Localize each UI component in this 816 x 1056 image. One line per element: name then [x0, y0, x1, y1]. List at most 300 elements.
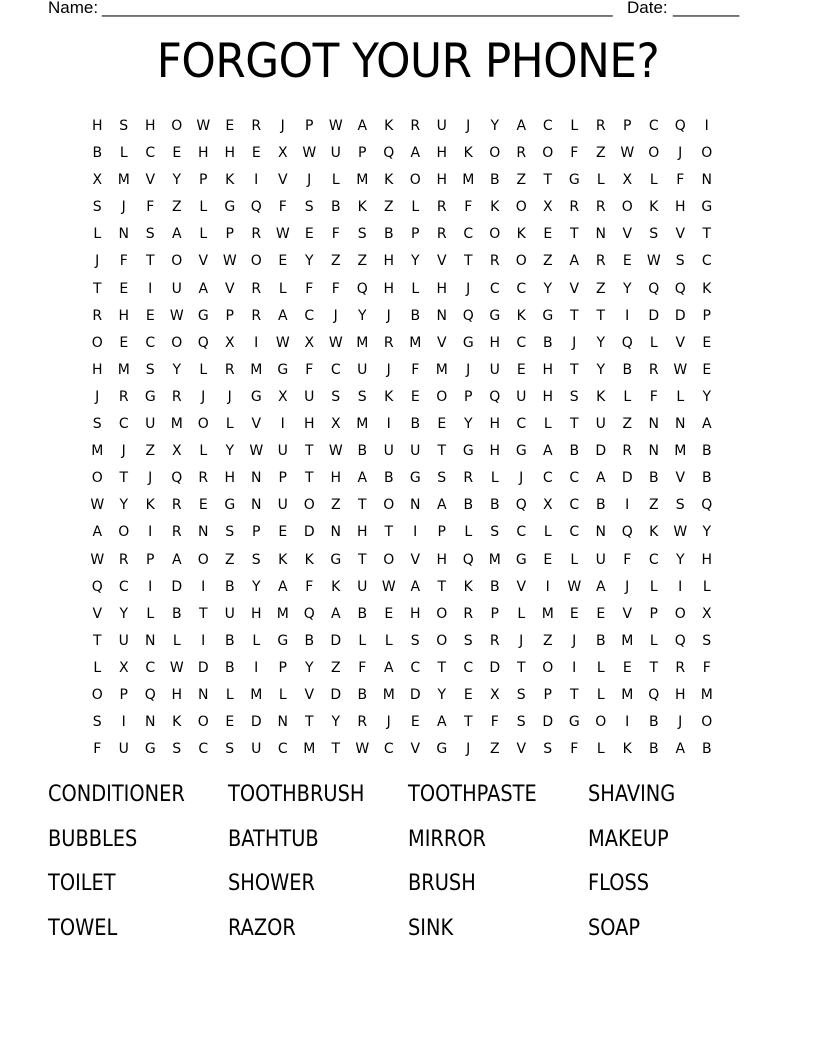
grid-cell[interactable]: U: [145, 416, 156, 433]
grid-cell[interactable]: T: [463, 253, 473, 270]
grid-cell[interactable]: R: [595, 199, 606, 216]
grid-cell[interactable]: A: [595, 470, 606, 487]
grid-cell[interactable]: F: [358, 659, 367, 676]
grid-cell[interactable]: Z: [622, 416, 633, 433]
grid-cell[interactable]: U: [171, 280, 182, 297]
grid-cell[interactable]: L: [490, 470, 499, 487]
grid-cell[interactable]: E: [384, 605, 394, 622]
grid-cell[interactable]: G: [277, 632, 289, 649]
grid-cell[interactable]: S: [437, 470, 447, 487]
grid-cell[interactable]: D: [674, 307, 686, 324]
grid-cell[interactable]: O: [595, 714, 607, 731]
grid-cell[interactable]: Y: [490, 118, 500, 134]
grid-cell[interactable]: F: [411, 361, 420, 378]
grid-cell[interactable]: C: [198, 741, 209, 758]
grid-cell[interactable]: K: [490, 199, 500, 216]
grid-cell[interactable]: A: [410, 145, 421, 162]
grid-cell[interactable]: Y: [331, 714, 341, 731]
grid-cell[interactable]: L: [676, 388, 685, 405]
grid-cell[interactable]: E: [251, 145, 261, 162]
grid-cell[interactable]: B: [383, 226, 394, 243]
grid-cell[interactable]: O: [383, 551, 395, 568]
grid-cell[interactable]: Z: [145, 443, 156, 460]
grid-cell[interactable]: N: [118, 226, 129, 243]
grid-cell[interactable]: P: [278, 470, 287, 487]
grid-cell[interactable]: V: [410, 551, 421, 568]
grid-cell[interactable]: T: [92, 632, 102, 649]
grid-cell[interactable]: W: [381, 578, 396, 595]
grid-cell[interactable]: T: [145, 253, 155, 270]
grid-cell[interactable]: Z: [171, 199, 182, 216]
grid-cell[interactable]: C: [648, 551, 659, 568]
grid-cell[interactable]: J: [386, 361, 391, 378]
grid-cell[interactable]: G: [515, 551, 527, 568]
grid-cell[interactable]: W: [90, 497, 105, 514]
grid-cell[interactable]: D: [171, 578, 183, 595]
grid-cell[interactable]: X: [489, 686, 500, 703]
grid-cell[interactable]: Y: [304, 253, 314, 270]
grid-cell[interactable]: F: [119, 253, 128, 270]
grid-cell[interactable]: G: [409, 470, 421, 487]
grid-cell[interactable]: O: [436, 388, 448, 405]
grid-cell[interactable]: B: [330, 199, 341, 216]
grid-cell[interactable]: O: [489, 145, 501, 162]
grid-cell[interactable]: J: [307, 172, 312, 189]
grid-cell[interactable]: M: [250, 361, 263, 378]
grid-cell[interactable]: J: [466, 118, 471, 134]
grid-cell[interactable]: V: [675, 470, 686, 487]
grid-cell[interactable]: P: [543, 686, 552, 703]
grid-cell[interactable]: J: [333, 307, 338, 324]
grid-cell[interactable]: G: [144, 388, 156, 405]
grid-cell[interactable]: O: [171, 334, 183, 351]
grid-cell[interactable]: A: [330, 605, 341, 622]
grid-cell[interactable]: M: [488, 551, 501, 568]
grid-cell[interactable]: B: [542, 334, 553, 351]
grid-cell[interactable]: B: [224, 659, 235, 676]
grid-cell[interactable]: C: [463, 659, 474, 676]
grid-cell[interactable]: B: [489, 497, 500, 514]
grid-cell[interactable]: S: [225, 524, 235, 541]
grid-cell[interactable]: O: [436, 632, 448, 649]
grid-cell[interactable]: B: [383, 470, 394, 487]
grid-cell[interactable]: A: [383, 659, 394, 676]
grid-cell[interactable]: B: [92, 145, 103, 162]
grid-cell[interactable]: F: [305, 578, 314, 595]
grid-cell[interactable]: L: [411, 280, 420, 297]
grid-cell[interactable]: S: [92, 416, 102, 433]
grid-cell[interactable]: R: [357, 714, 368, 731]
grid-cell[interactable]: A: [516, 118, 527, 134]
grid-cell[interactable]: X: [701, 605, 712, 622]
grid-cell[interactable]: D: [542, 714, 554, 731]
grid-cell[interactable]: J: [572, 632, 577, 649]
grid-cell[interactable]: F: [623, 551, 632, 568]
grid-cell[interactable]: E: [225, 714, 235, 731]
grid-cell[interactable]: E: [304, 226, 314, 243]
grid-cell[interactable]: W: [646, 253, 661, 270]
grid-cell[interactable]: Z: [357, 253, 368, 270]
grid-cell[interactable]: T: [92, 280, 102, 297]
grid-cell[interactable]: R: [648, 361, 659, 378]
grid-cell[interactable]: I: [413, 524, 418, 541]
grid-cell[interactable]: Y: [463, 416, 473, 433]
grid-cell[interactable]: B: [463, 497, 474, 514]
grid-cell[interactable]: B: [224, 632, 235, 649]
grid-cell[interactable]: I: [678, 578, 683, 595]
grid-cell[interactable]: L: [411, 199, 420, 216]
grid-cell[interactable]: F: [305, 280, 314, 297]
grid-cell[interactable]: A: [198, 280, 209, 297]
grid-cell[interactable]: A: [171, 226, 182, 243]
grid-cell[interactable]: C: [648, 118, 659, 134]
grid-cell[interactable]: Z: [489, 741, 500, 758]
grid-cell[interactable]: H: [91, 361, 103, 378]
grid-cell[interactable]: K: [384, 118, 394, 134]
grid-cell[interactable]: E: [278, 524, 288, 541]
grid-cell[interactable]: A: [436, 497, 447, 514]
grid-cell[interactable]: P: [252, 524, 261, 541]
grid-cell[interactable]: J: [466, 361, 471, 378]
grid-cell[interactable]: I: [625, 307, 630, 324]
grid-cell[interactable]: V: [516, 741, 527, 758]
grid-cell[interactable]: U: [595, 416, 606, 433]
grid-cell[interactable]: F: [490, 714, 499, 731]
grid-cell[interactable]: S: [331, 388, 341, 405]
grid-cell[interactable]: M: [700, 686, 713, 703]
grid-cell[interactable]: S: [145, 226, 155, 243]
grid-cell[interactable]: O: [701, 714, 713, 731]
grid-cell[interactable]: O: [621, 199, 633, 216]
grid-cell[interactable]: G: [568, 172, 580, 189]
grid-cell[interactable]: S: [649, 226, 659, 243]
grid-cell[interactable]: U: [330, 145, 341, 162]
grid-cell[interactable]: L: [199, 443, 208, 460]
grid-cell[interactable]: Z: [542, 632, 553, 649]
grid-cell[interactable]: L: [596, 741, 605, 758]
grid-cell[interactable]: S: [119, 118, 129, 134]
grid-cell[interactable]: W: [275, 334, 290, 351]
grid-cell[interactable]: X: [277, 145, 288, 162]
grid-cell[interactable]: W: [249, 443, 264, 460]
grid-cell[interactable]: Y: [225, 443, 235, 460]
grid-cell[interactable]: Z: [330, 253, 341, 270]
grid-cell[interactable]: E: [119, 334, 129, 351]
grid-cell[interactable]: C: [489, 280, 500, 297]
grid-cell[interactable]: E: [702, 361, 712, 378]
grid-cell[interactable]: R: [675, 659, 686, 676]
grid-cell[interactable]: F: [570, 145, 579, 162]
grid-cell[interactable]: T: [463, 714, 473, 731]
grid-cell[interactable]: S: [357, 388, 367, 405]
grid-cell[interactable]: N: [251, 470, 262, 487]
grid-cell[interactable]: H: [489, 443, 501, 460]
grid-cell[interactable]: K: [278, 551, 288, 568]
grid-cell[interactable]: T: [119, 470, 129, 487]
grid-cell[interactable]: B: [410, 307, 421, 324]
grid-cell[interactable]: S: [92, 714, 102, 731]
grid-cell[interactable]: T: [331, 741, 341, 758]
grid-cell[interactable]: Q: [250, 199, 262, 216]
grid-cell[interactable]: T: [569, 686, 579, 703]
grid-cell[interactable]: B: [701, 443, 712, 460]
grid-cell[interactable]: V: [436, 334, 447, 351]
grid-cell[interactable]: Q: [648, 280, 660, 297]
grid-cell[interactable]: H: [436, 172, 448, 189]
grid-cell[interactable]: C: [145, 659, 156, 676]
grid-cell[interactable]: J: [519, 470, 524, 487]
grid-cell[interactable]: L: [199, 361, 208, 378]
grid-cell[interactable]: B: [701, 470, 712, 487]
grid-cell[interactable]: G: [144, 741, 156, 758]
grid-cell[interactable]: D: [303, 524, 315, 541]
grid-cell[interactable]: E: [622, 659, 632, 676]
grid-cell[interactable]: O: [648, 145, 660, 162]
grid-cell[interactable]: I: [545, 578, 550, 595]
grid-cell[interactable]: G: [224, 497, 236, 514]
grid-cell[interactable]: H: [224, 145, 236, 162]
grid-cell[interactable]: H: [436, 145, 448, 162]
grid-cell[interactable]: B: [410, 416, 421, 433]
grid-cell[interactable]: H: [144, 118, 156, 134]
grid-cell[interactable]: U: [516, 388, 527, 405]
grid-cell[interactable]: N: [198, 524, 209, 541]
grid-cell[interactable]: O: [197, 714, 209, 731]
grid-cell[interactable]: K: [463, 145, 473, 162]
grid-cell[interactable]: C: [516, 334, 527, 351]
grid-cell[interactable]: Y: [702, 524, 712, 541]
grid-cell[interactable]: E: [172, 145, 182, 162]
grid-cell[interactable]: H: [356, 524, 368, 541]
grid-cell[interactable]: T: [569, 307, 579, 324]
grid-cell[interactable]: B: [595, 497, 606, 514]
grid-cell[interactable]: M: [170, 416, 183, 433]
grid-cell[interactable]: C: [701, 253, 712, 270]
grid-cell[interactable]: H: [542, 361, 554, 378]
grid-cell[interactable]: R: [410, 118, 421, 134]
grid-cell[interactable]: L: [649, 632, 658, 649]
grid-cell[interactable]: C: [569, 524, 580, 541]
grid-cell[interactable]: L: [570, 551, 579, 568]
grid-cell[interactable]: Q: [144, 686, 156, 703]
grid-cell[interactable]: O: [303, 497, 315, 514]
grid-cell[interactable]: H: [250, 605, 262, 622]
grid-cell[interactable]: J: [95, 388, 100, 405]
grid-cell[interactable]: R: [171, 388, 182, 405]
grid-cell[interactable]: K: [357, 199, 367, 216]
grid-cell[interactable]: R: [251, 226, 262, 243]
grid-cell[interactable]: U: [118, 741, 129, 758]
grid-cell[interactable]: E: [145, 307, 155, 324]
grid-cell[interactable]: H: [91, 118, 103, 134]
grid-cell[interactable]: D: [197, 659, 209, 676]
grid-cell[interactable]: Y: [596, 334, 606, 351]
grid-cell[interactable]: U: [489, 361, 500, 378]
grid-cell[interactable]: S: [516, 686, 526, 703]
grid-cell[interactable]: P: [225, 226, 234, 243]
grid-cell[interactable]: M: [356, 334, 369, 351]
grid-cell[interactable]: E: [543, 551, 553, 568]
grid-cell[interactable]: V: [304, 686, 315, 703]
grid-cell[interactable]: T: [437, 443, 447, 460]
grid-cell[interactable]: S: [92, 199, 102, 216]
grid-cell[interactable]: K: [516, 226, 526, 243]
grid-cell[interactable]: A: [357, 470, 368, 487]
grid-cell[interactable]: I: [148, 578, 153, 595]
grid-cell[interactable]: W: [567, 578, 582, 595]
grid-cell[interactable]: Q: [462, 307, 474, 324]
grid-cell[interactable]: T: [198, 605, 208, 622]
grid-cell[interactable]: L: [278, 686, 287, 703]
grid-cell[interactable]: H: [542, 388, 554, 405]
grid-cell[interactable]: F: [331, 280, 340, 297]
grid-cell[interactable]: P: [146, 551, 155, 568]
grid-cell[interactable]: N: [330, 524, 341, 541]
grid-cell[interactable]: N: [145, 632, 156, 649]
grid-cell[interactable]: F: [331, 226, 340, 243]
grid-cell[interactable]: L: [623, 388, 632, 405]
grid-cell[interactable]: W: [222, 253, 237, 270]
grid-cell[interactable]: E: [278, 253, 288, 270]
grid-cell[interactable]: E: [622, 253, 632, 270]
grid-cell[interactable]: S: [172, 741, 182, 758]
grid-cell[interactable]: G: [542, 307, 554, 324]
grid-cell[interactable]: L: [649, 172, 658, 189]
grid-cell[interactable]: P: [702, 307, 711, 324]
grid-cell[interactable]: P: [623, 118, 632, 134]
grid-cell[interactable]: J: [280, 118, 285, 134]
grid-cell[interactable]: L: [146, 605, 155, 622]
grid-cell[interactable]: Z: [648, 497, 659, 514]
grid-cell[interactable]: V: [224, 280, 235, 297]
grid-cell[interactable]: Z: [595, 280, 606, 297]
grid-cell[interactable]: Q: [701, 497, 713, 514]
grid-cell[interactable]: X: [277, 388, 288, 405]
grid-cell[interactable]: R: [436, 226, 447, 243]
grid-cell[interactable]: U: [436, 118, 447, 134]
grid-cell[interactable]: V: [251, 416, 262, 433]
grid-cell[interactable]: D: [648, 307, 660, 324]
grid-cell[interactable]: N: [251, 497, 262, 514]
grid-cell[interactable]: X: [622, 172, 633, 189]
grid-cell[interactable]: O: [91, 334, 103, 351]
grid-cell[interactable]: E: [702, 334, 712, 351]
grid-cell[interactable]: D: [621, 470, 633, 487]
grid-cell[interactable]: S: [516, 714, 526, 731]
grid-cell[interactable]: V: [198, 253, 209, 270]
grid-cell[interactable]: B: [357, 443, 368, 460]
grid-cell[interactable]: Q: [171, 470, 183, 487]
grid-cell[interactable]: M: [250, 686, 263, 703]
grid-cell[interactable]: L: [358, 632, 367, 649]
grid-cell[interactable]: Y: [304, 659, 314, 676]
grid-cell[interactable]: S: [410, 632, 420, 649]
grid-cell[interactable]: O: [515, 199, 527, 216]
grid-cell[interactable]: X: [542, 497, 553, 514]
grid-cell[interactable]: W: [355, 741, 370, 758]
grid-cell[interactable]: I: [386, 416, 391, 433]
grid-cell[interactable]: Y: [622, 280, 632, 297]
grid-cell[interactable]: A: [595, 578, 606, 595]
grid-cell[interactable]: P: [199, 172, 208, 189]
grid-cell[interactable]: Y: [437, 686, 447, 703]
grid-cell[interactable]: Z: [595, 145, 606, 162]
grid-cell[interactable]: M: [356, 172, 369, 189]
grid-cell[interactable]: J: [466, 741, 471, 758]
grid-cell[interactable]: T: [304, 443, 314, 460]
grid-cell[interactable]: R: [251, 280, 262, 297]
grid-cell[interactable]: G: [436, 741, 448, 758]
grid-cell[interactable]: F: [676, 172, 685, 189]
grid-cell[interactable]: V: [277, 172, 288, 189]
grid-cell[interactable]: N: [595, 226, 606, 243]
grid-cell[interactable]: V: [569, 280, 580, 297]
grid-cell[interactable]: A: [410, 578, 421, 595]
grid-cell[interactable]: G: [277, 361, 289, 378]
grid-cell[interactable]: P: [358, 145, 367, 162]
grid-cell[interactable]: R: [198, 470, 209, 487]
grid-cell[interactable]: W: [620, 145, 635, 162]
grid-cell[interactable]: S: [702, 632, 712, 649]
grid-cell[interactable]: M: [435, 361, 448, 378]
grid-cell[interactable]: P: [119, 686, 128, 703]
grid-cell[interactable]: V: [145, 172, 156, 189]
grid-cell[interactable]: Y: [702, 388, 712, 405]
grid-cell[interactable]: S: [145, 361, 155, 378]
grid-cell[interactable]: K: [596, 388, 606, 405]
grid-cell[interactable]: I: [280, 416, 285, 433]
grid-cell[interactable]: I: [254, 334, 259, 351]
grid-cell[interactable]: C: [145, 145, 156, 162]
grid-cell[interactable]: Z: [383, 199, 394, 216]
grid-cell[interactable]: L: [93, 226, 102, 243]
grid-cell[interactable]: H: [330, 470, 342, 487]
grid-cell[interactable]: Y: [675, 551, 685, 568]
grid-cell[interactable]: R: [463, 470, 474, 487]
grid-cell[interactable]: X: [304, 334, 315, 351]
grid-cell[interactable]: G: [330, 551, 342, 568]
grid-cell[interactable]: Q: [621, 524, 633, 541]
grid-cell[interactable]: G: [462, 443, 474, 460]
grid-cell[interactable]: B: [569, 443, 580, 460]
grid-cell[interactable]: M: [462, 172, 475, 189]
grid-cell[interactable]: I: [254, 172, 259, 189]
grid-cell[interactable]: B: [224, 578, 235, 595]
grid-cell[interactable]: K: [384, 388, 394, 405]
grid-cell[interactable]: Z: [330, 659, 341, 676]
grid-cell[interactable]: J: [121, 199, 126, 216]
grid-cell[interactable]: T: [357, 551, 367, 568]
grid-cell[interactable]: S: [251, 551, 261, 568]
grid-cell[interactable]: J: [625, 578, 630, 595]
grid-cell[interactable]: O: [515, 253, 527, 270]
grid-cell[interactable]: R: [436, 199, 447, 216]
grid-cell[interactable]: W: [275, 226, 290, 243]
grid-cell[interactable]: C: [304, 307, 315, 324]
grid-cell[interactable]: E: [410, 714, 420, 731]
grid-cell[interactable]: E: [569, 605, 579, 622]
grid-cell[interactable]: G: [489, 307, 501, 324]
grid-cell[interactable]: I: [148, 524, 153, 541]
grid-cell[interactable]: H: [383, 253, 395, 270]
grid-cell[interactable]: E: [437, 416, 447, 433]
grid-cell[interactable]: H: [489, 334, 501, 351]
grid-cell[interactable]: W: [328, 334, 343, 351]
grid-cell[interactable]: C: [542, 118, 553, 134]
grid-cell[interactable]: U: [224, 605, 235, 622]
grid-cell[interactable]: V: [436, 253, 447, 270]
grid-cell[interactable]: W: [673, 361, 688, 378]
